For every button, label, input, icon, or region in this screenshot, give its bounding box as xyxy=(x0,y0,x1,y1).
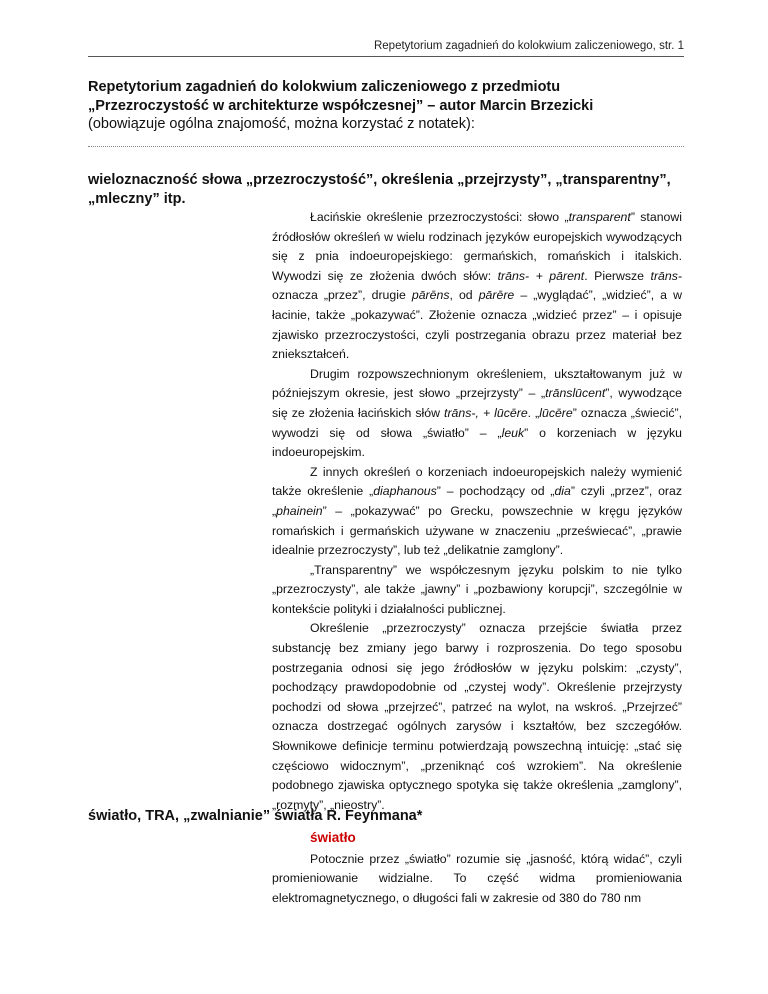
document-title xyxy=(88,78,708,134)
section-body-transparency xyxy=(272,208,682,815)
section-divider xyxy=(88,146,684,147)
title-line-3: (obowiązuje ogólna znajomość, można korzystać z notatek): xyxy=(88,116,475,132)
section-body-light xyxy=(272,828,682,908)
subheading-light: światło xyxy=(310,830,356,845)
section-heading-transparency: wieloznaczność słowa „przezroczystość”, określenia „przejrzysty”, „transparentny”, „mleczny” itp. xyxy=(88,172,671,207)
paragraph: „Transparentny” we współczesnym języku polskim to nie tylko „przezroczysty”, ale także „jawny” i „pozbawiony korupcji”, szczególnie w kontekście polityki i działalności publicznej. xyxy=(272,562,682,616)
title-line-1: Repetytorium zagadnień do kolokwium zaliczeniowego z przedmiotu xyxy=(88,79,561,95)
paragraph: Określenie „przezroczysty” oznacza przejście światła przez substancję bez zmiany jego barwy i rozproszenia. Do tego sposobu postrzegania odnosi się jego źródłosłów w języku polskim: „czysty”, pochodzący prawdopodobnie od „czystej wody”. Określenie przejrzysty pochodzi od słowa „przejrzeć”, patrzeć na wylot, na wskroś. „Przejrzeć” oznacza dostrzegać ogólnych zarysów i kształtów, bez szczegółów. Słownikowe definicje terminu potwierdzają powszechną intuicję: „stać się częściowo widocznym”, „przeniknąć coś wzrokiem”. Na określenie podobnego zjawiska optycznego spotyka się także określenia „zamglony”, „rozmyty”, „nieostry”. xyxy=(272,621,682,812)
paragraph: Z innych określeń o korzeniach indoeuropejskich należy wymienić także określenie „diaphanous” – pochodzący od „dia” czyli „przez”, oraz „phainein” – „pokazywać” po Grecku, powszechnie w kręgu języków romańskich i germańskich używane w znaczeniu „przeświecać”, „prawie idealnie przezroczysty”, lub też „delikatnie zamglony”. xyxy=(272,464,682,558)
running-header xyxy=(88,40,684,57)
running-head-text: Repetytorium zagadnień do kolokwium zaliczeniowego, str. 1 xyxy=(373,40,684,52)
section-heading-light: światło, TRA, „zwalnianie” światła R. Feynmana* xyxy=(88,808,423,824)
paragraph: Łacińskie określenie przezroczystości: słowo „transparent” stanowi źródłosłów określeń w wielu rodzinach języków europejskich wywodzących się z pnia indoeuropejskiego: germańskich, romańskich i italskich. Wywodzi się ze złożenia dwóch słów: trāns- + pārent. Pierwsze trāns- oznacza „przez”, drugie pārēns, od pārēre – „wyglądać”, „widzieć”, a w łacinie, także „pokazywać”. Złożenie oznacza „widzieć przez” – i opisuje zjawisko przezroczystości, czyli postrzegania obrazu przez materiał bez zniekształceń. xyxy=(272,210,682,362)
paragraph: Drugim rozpowszechnionym określeniem, ukształtowanym już w późniejszym okresie, jest słowo „przejrzysty” – „trānslūcent”, wywodzące się ze złożenia łacińskich słów trāns-, + lūcēre. „lūcēre” oznacza „świecić”, wywodzi się od słowa „światło” – „leuk” o korzeniach w języku indoeuropejskim. xyxy=(272,366,683,460)
paragraph: Potocznie przez „światło” rozumie się „jasność, którą widać”, czyli promieniowanie widzialne. To część widma promieniowania elektromagnetycznego, o długości fali w zakresie od 380 do 780 nm xyxy=(272,851,682,905)
title-line-2: „Przezroczystość w architekturze współczesnej” – autor Marcin Brzezicki xyxy=(88,97,594,114)
